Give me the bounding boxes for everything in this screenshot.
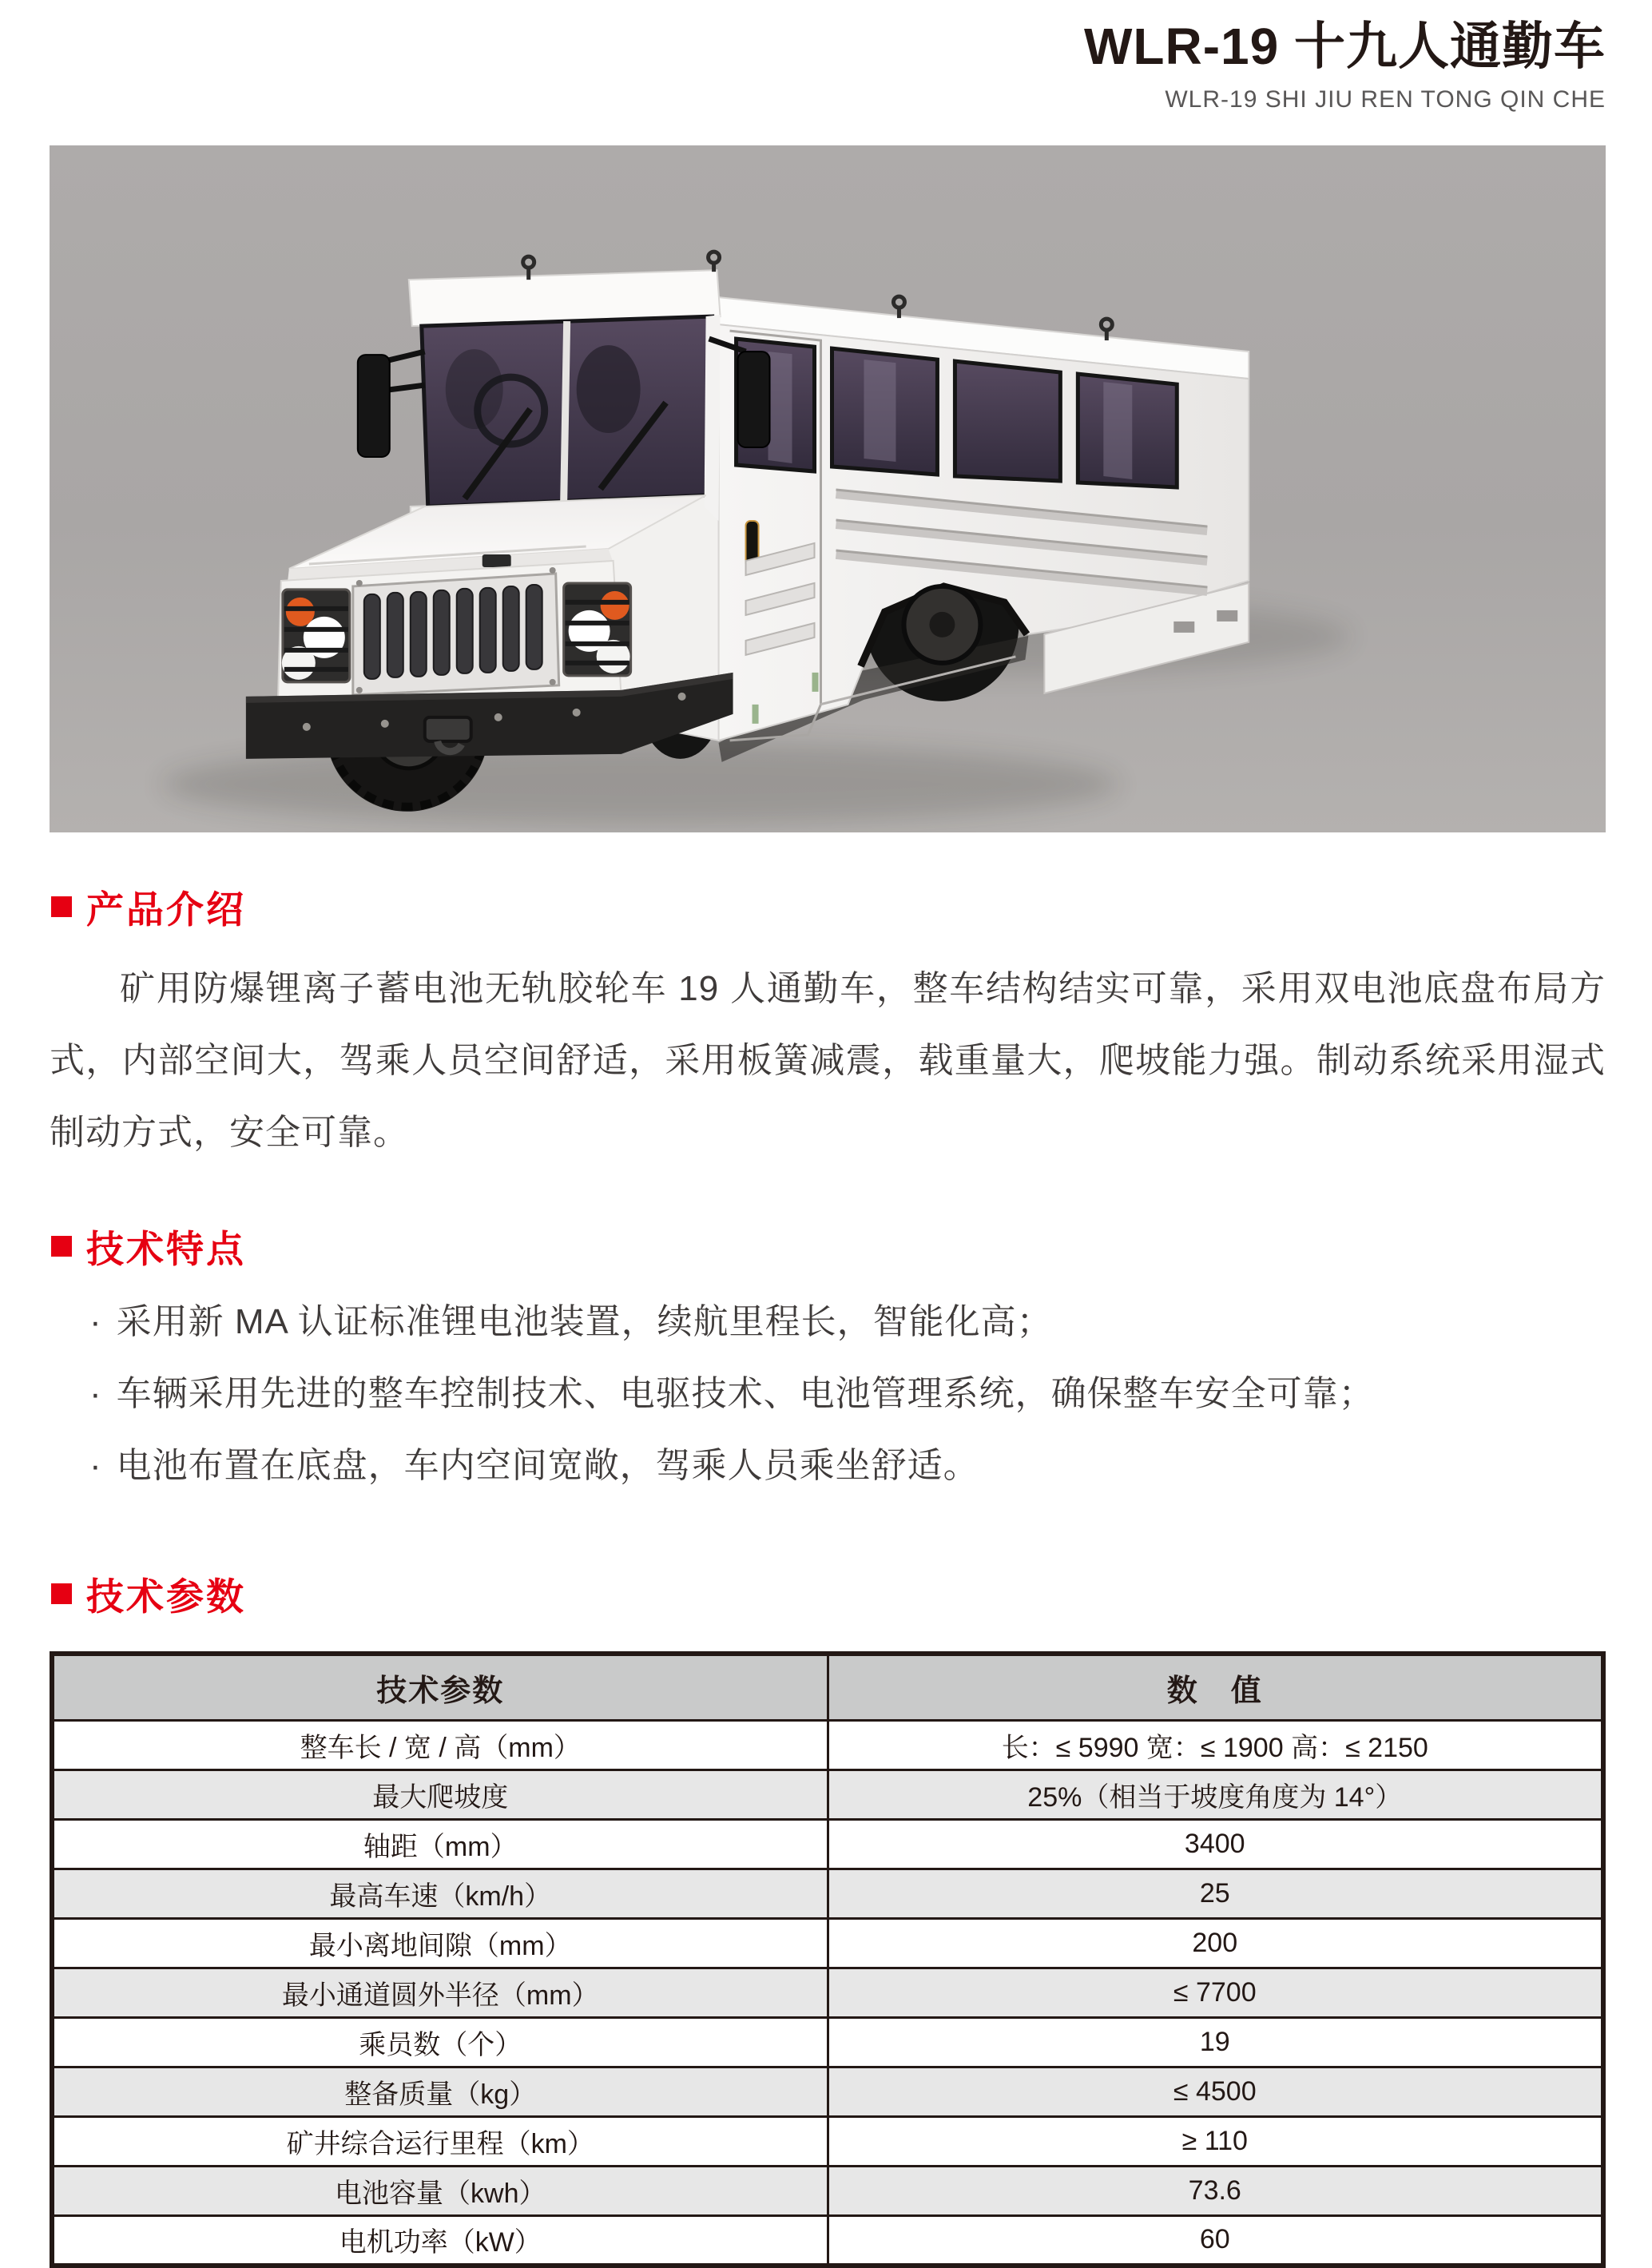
side-vent-slats — [746, 543, 815, 655]
page-title: WLR-19 十九人通勤车 — [1084, 18, 1606, 75]
table-row — [52, 1770, 1603, 1820]
page-header — [50, 0, 1606, 113]
spec-param: 最大爬坡度 — [52, 1770, 828, 1820]
dot-bullet-icon: · — [89, 1301, 102, 1341]
table-row — [52, 1919, 1603, 1968]
spec-param: 整车长 / 宽 / 高（mm） — [52, 1721, 828, 1770]
spec-param: 轴距（mm） — [52, 1820, 828, 1869]
features-heading-text: 技术特点 — [86, 1227, 246, 1270]
spec-value: 25%（相当于坡度角度为 14°） — [828, 1770, 1603, 1820]
spec-param: 最小通道圆外半径（mm） — [52, 1968, 828, 2018]
table-row — [52, 1869, 1603, 1919]
spec-param: 乘员数（个） — [52, 2018, 828, 2067]
feature-text: 采用新 MA 认证标准锂电池装置，续航里程长，智能化高； — [116, 1301, 1053, 1341]
feature-text: 车辆采用先进的整车控制技术、电驱技术、电池管理系统，确保整车安全可靠； — [116, 1373, 1375, 1413]
specs-section-heading — [51, 1567, 1606, 1621]
spec-value: 25 — [828, 1869, 1603, 1919]
product-photo — [50, 145, 1606, 832]
spec-value: ≥ 110 — [828, 2117, 1603, 2167]
table-row — [52, 2216, 1603, 2266]
table-row — [52, 2067, 1603, 2117]
spec-value: 60 — [828, 2216, 1603, 2266]
specs-heading-text: 技术参数 — [86, 1575, 246, 1618]
spec-param: 电池容量（kwh） — [52, 2167, 828, 2216]
table-row — [52, 2167, 1603, 2216]
spec-value: 73.6 — [828, 2167, 1603, 2216]
red-square-bullet-icon — [51, 896, 72, 917]
headlight-right — [564, 583, 631, 676]
feature-item — [50, 1358, 1606, 1430]
spec-value: 长：≤ 5990 宽：≤ 1900 高：≤ 2150 — [828, 1721, 1603, 1770]
features-list — [50, 1286, 1606, 1502]
table-row — [52, 2018, 1603, 2067]
rear-wheel-rim — [903, 586, 980, 663]
feature-text: 电池布置在底盘，车内空间宽敞，驾乘人员乘坐舒适。 — [116, 1445, 979, 1485]
spec-value: 200 — [828, 1919, 1603, 1968]
table-row — [52, 1721, 1603, 1770]
red-square-bullet-icon — [51, 1236, 72, 1257]
spec-value: ≤ 7700 — [828, 1968, 1603, 2018]
spec-param: 最小离地间隙（mm） — [52, 1919, 828, 1968]
intro-heading-text: 产品介绍 — [86, 888, 246, 931]
table-row — [52, 1968, 1603, 2018]
spec-param: 最高车速（km/h） — [52, 1869, 828, 1919]
specs-col-param-header: 技术参数 — [52, 1654, 828, 1721]
spec-param: 电机功率（kW） — [52, 2216, 828, 2266]
specs-col-value-header: 数 值 — [828, 1654, 1603, 1721]
features-section-heading — [51, 1220, 1606, 1273]
spec-param: 矿井综合运行里程（km） — [52, 2117, 828, 2167]
spec-value: ≤ 4500 — [828, 2067, 1603, 2117]
intro-paragraph: 矿用防爆锂离子蓄电池无轨胶轮车 19 人通勤车，整车结构结实可靠，采用双电池底盘布局方式，内部空间大，驾乘人员空间舒适，采用板簧减震，载重量大，爬坡能力强。制动系统采用湿式制动方式，安全可靠。 — [50, 968, 1606, 1152]
spec-value: 3400 — [828, 1820, 1603, 1869]
red-square-bullet-icon — [51, 1583, 72, 1604]
specs-table-header-row — [52, 1654, 1603, 1721]
vehicle-illustration — [50, 145, 1606, 832]
table-row — [52, 1820, 1603, 1869]
spec-param: 整备质量（kg） — [52, 2067, 828, 2117]
table-row — [52, 2117, 1603, 2167]
feature-item — [50, 1286, 1606, 1358]
side-mirror-left — [358, 352, 425, 457]
specs-table — [50, 1651, 1606, 2268]
dot-bullet-icon: · — [89, 1373, 102, 1413]
spec-value: 19 — [828, 2018, 1603, 2067]
page-subtitle: WLR-19 SHI JIU REN TONG QIN CHE — [1165, 85, 1606, 113]
dot-bullet-icon: · — [89, 1445, 102, 1485]
intro-section-heading — [51, 880, 1606, 934]
headlight-left — [282, 590, 350, 682]
feature-item — [50, 1430, 1606, 1502]
